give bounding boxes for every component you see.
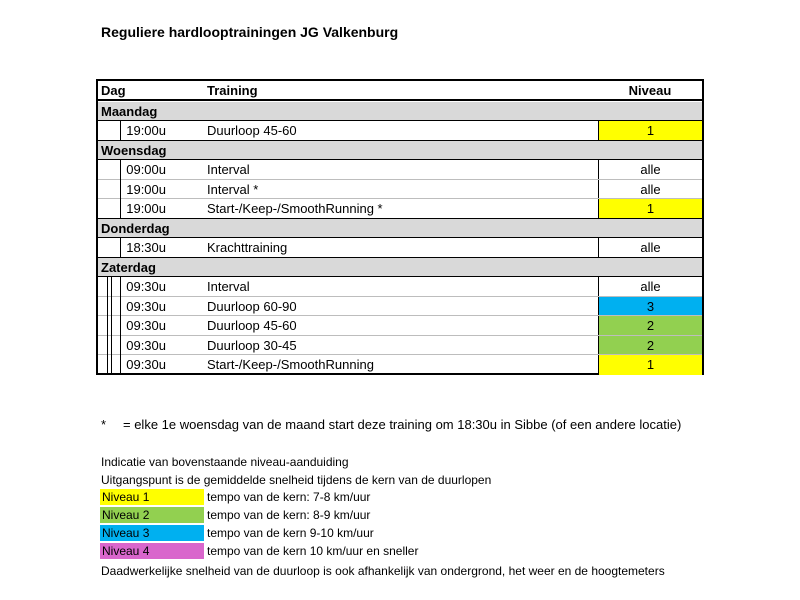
table-row <box>98 316 702 336</box>
table-row <box>98 277 702 297</box>
day-row <box>98 258 702 278</box>
indent-line <box>120 121 121 141</box>
day-row <box>98 102 702 122</box>
table-row <box>98 121 702 141</box>
level-cell: alle <box>598 160 702 179</box>
table-row <box>98 336 702 356</box>
legend-swatch: Niveau 2 <box>100 507 204 523</box>
legend-swatch: Niveau 3 <box>100 525 204 541</box>
level-cell: 3 <box>598 297 702 316</box>
day-row <box>98 141 702 161</box>
table-row <box>98 355 702 375</box>
page-title: Reguliere hardlooptrainingen JG Valkenburg <box>101 24 399 40</box>
day-name: Donderdag <box>101 220 170 236</box>
training-name: Krachttraining <box>207 240 288 255</box>
table-row <box>98 160 702 180</box>
legend-description: tempo van de kern: 8-9 km/uur <box>207 508 371 522</box>
level-cell: alle <box>598 277 702 296</box>
level-cell: 2 <box>598 336 702 355</box>
legend-basis: Uitgangspunt is de gemiddelde snelheid tijdens de kern van de duurlopen <box>101 473 492 487</box>
training-name: Duurloop 45-60 <box>207 123 297 138</box>
training-name: Duurloop 60-90 <box>207 298 297 314</box>
indent-line <box>120 277 121 375</box>
training-name: Interval <box>207 279 250 294</box>
indent-line <box>120 160 121 219</box>
level-cell: 1 <box>598 355 702 375</box>
training-name: Start-/Keep-/SmoothRunning * <box>207 201 383 216</box>
training-time: 09:30u <box>126 279 166 294</box>
level-cell: alle <box>598 180 702 199</box>
day-name: Maandag <box>101 103 158 119</box>
legend-swatch: Niveau 4 <box>100 543 204 559</box>
table-row <box>98 180 702 200</box>
schedule-table <box>96 79 704 375</box>
table-header <box>98 81 702 101</box>
training-time: 18:30u <box>126 240 166 255</box>
level-cell: 1 <box>598 121 702 140</box>
legend-description: tempo van de kern: 7-8 km/uur <box>207 490 371 504</box>
footnote-marker: * <box>101 417 107 432</box>
training-name: Interval <box>207 162 250 177</box>
training-time: 09:30u <box>126 298 166 314</box>
training-name: Start-/Keep-/SmoothRunning <box>207 357 374 372</box>
day-name: Woensdag <box>101 142 167 158</box>
training-time: 19:00u <box>126 123 166 138</box>
day-name: Zaterdag <box>101 259 156 275</box>
legend-description: tempo van de kern 10 km/uur en sneller <box>207 544 419 558</box>
training-time: 09:30u <box>126 318 166 333</box>
day-row <box>98 219 702 239</box>
group-line <box>111 277 112 375</box>
training-name: Duurloop 45-60 <box>207 318 297 333</box>
training-name: Duurloop 30-45 <box>207 337 297 353</box>
header-training: Training <box>207 83 258 98</box>
legend-swatch: Niveau 1 <box>100 489 204 505</box>
training-time: 09:00u <box>126 162 166 177</box>
header-dag: Dag <box>101 83 126 98</box>
table-row <box>98 238 702 258</box>
training-time: 09:30u <box>126 357 166 372</box>
indent-line <box>120 238 121 258</box>
header-niveau: Niveau <box>628 83 672 98</box>
legend-intro: Indicatie van bovenstaande niveau-aanduiding <box>101 455 349 469</box>
table-row <box>98 199 702 219</box>
footnote-text: = elke 1e woensdag van de maand start deze training om 18:30u in Sibbe (of een andere locatie) <box>123 417 682 432</box>
level-cell: 1 <box>598 199 702 218</box>
training-name: Interval * <box>207 181 259 197</box>
level-cell: alle <box>598 238 702 257</box>
legend-description: tempo van de kern 9-10 km/uur <box>207 526 374 540</box>
table-row <box>98 297 702 317</box>
training-time: 09:30u <box>126 337 166 353</box>
training-time: 19:00u <box>126 201 166 216</box>
legend-closing: Daadwerkelijke snelheid van de duurloop is ook afhankelijk van ondergrond, het weer en de hoogtemeters <box>101 564 665 578</box>
group-line <box>107 277 108 375</box>
training-time: 19:00u <box>126 181 166 197</box>
level-cell: 2 <box>598 316 702 335</box>
